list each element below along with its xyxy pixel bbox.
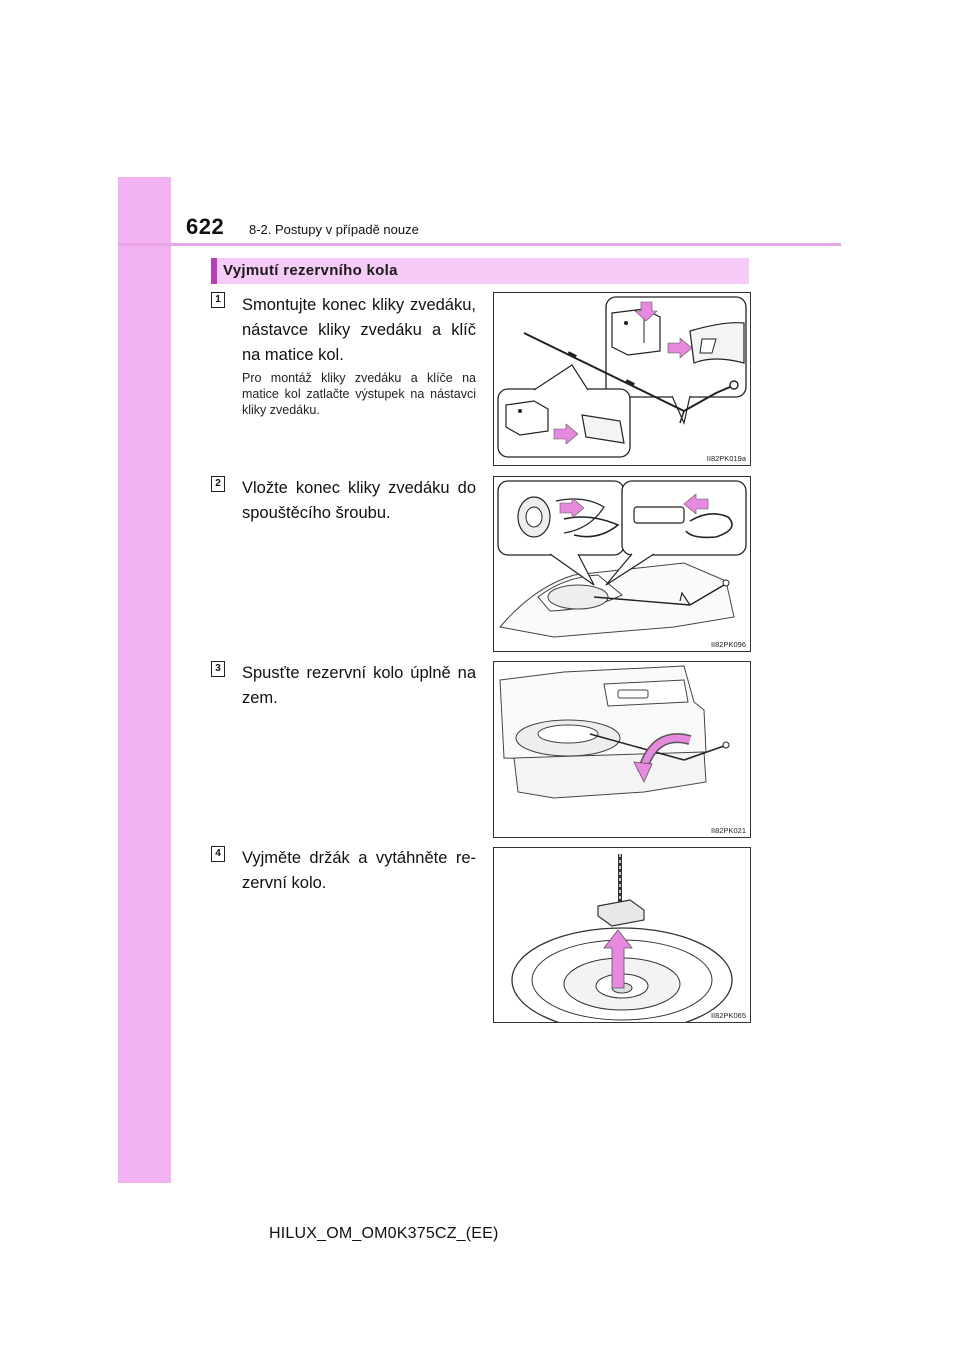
section-title: 8-2. Postupy v případě nouze xyxy=(249,222,419,237)
figure-code: II82PK096 xyxy=(710,640,746,649)
page-number: 622 xyxy=(186,214,225,239)
footer-document-code: HILUX_OM_OM0K375CZ_(EE) xyxy=(269,1225,499,1242)
step-3-text: Spusťte rezervní kolo úplně na zem. xyxy=(242,664,476,707)
step-1-text: Smontujte konec kliky zvedáku, nástavce kliky zvedáku a klíč na matice kol. xyxy=(242,296,476,364)
illustration-lower-spare-tire xyxy=(493,661,751,838)
step-2-text: Vložte konec kliky zvedáku do spouštěcího šroubu. xyxy=(242,479,476,522)
illustration-insert-handle xyxy=(493,476,751,652)
section-heading: Vyjmutí rezervního kola xyxy=(223,262,398,279)
heading-accent xyxy=(211,258,217,284)
illustration-jack-handle-assembly xyxy=(493,292,751,466)
step-1-note: Pro montáž kliky zvedáku a klíče na matice kol zatlačte výstupek na nástavci kliky zvedáku. xyxy=(242,371,476,417)
header-rule xyxy=(118,243,841,246)
step-number-4: 4 xyxy=(211,846,225,862)
step-4-text: Vyjměte držák a vytáhněte re-zervní kolo. xyxy=(242,849,476,892)
step-number-1: 1 xyxy=(211,292,225,308)
figure-code: II82PK065 xyxy=(710,1011,746,1020)
figure-code: II82PK021 xyxy=(710,826,746,835)
step-number-2: 2 xyxy=(211,476,225,492)
figure-code: II82PK019a xyxy=(706,454,746,463)
step-number-3: 3 xyxy=(211,661,225,677)
side-tab-bar xyxy=(118,177,171,1183)
illustration-remove-spare-tire xyxy=(493,847,751,1023)
